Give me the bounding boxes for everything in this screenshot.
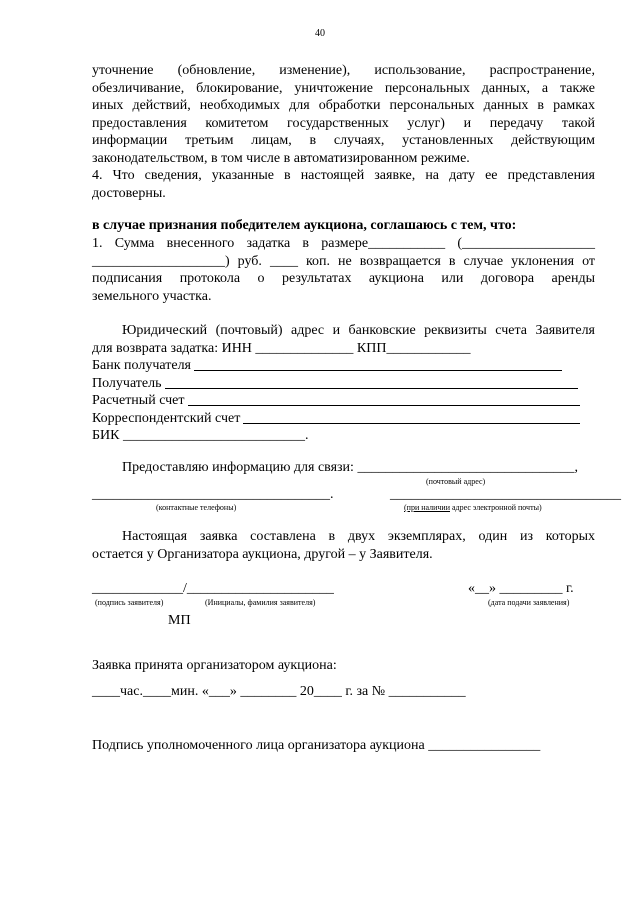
deposit-paragraph [92, 235, 595, 305]
consent-line-4: предоставления комитетом государственных услуг) и передачу такой [92, 115, 595, 131]
official-signature-line[interactable]: Подпись уполномоченного лица организатора аукциона ________________ [92, 738, 541, 753]
corr-account-underline[interactable] [243, 410, 580, 424]
accepted-time-line[interactable]: ____час.____мин. «___» ________ 20____ г. за № ___________ [92, 684, 466, 699]
bank-field[interactable] [92, 357, 562, 375]
item-4-line-2: достоверны. [92, 185, 166, 201]
consent-line-1: уточнение (обновление, изменение), использование, распространение, [92, 63, 595, 78]
stamp-mark: МП [168, 613, 191, 628]
date-caption: (дата подачи заявления) [488, 598, 570, 607]
recipient-label: Получатель [92, 375, 162, 391]
account-label: Расчетный счет [92, 393, 185, 408]
bank-label: Банк получателя [92, 358, 191, 373]
consent-line-6: законодательством, в том числе в автоматизированном режиме. [92, 150, 470, 166]
email-caption [404, 503, 542, 513]
recipient-field[interactable] [92, 375, 578, 393]
recipient-underline[interactable] [165, 375, 578, 389]
consent-line-3: иных действий, необходимых для обработки персональных данных в рамках [92, 98, 595, 113]
deposit-line-4: земельного участка. [92, 288, 212, 304]
copies-line-1: Настоящая заявка составлена в двух экземплярах, один из которых [122, 529, 595, 544]
date-line[interactable]: «__» _________ г. [468, 581, 574, 596]
corr-account-field[interactable] [92, 410, 580, 428]
deposit-line-1: 1. Сумма внесенного задатка в размере___________ (___________________ [92, 236, 595, 251]
postal-caption: (почтовый адрес) [426, 477, 486, 486]
deposit-line-2: ___________________) руб. ____ коп. не возвращается в случае уклонения от [92, 253, 595, 269]
email-caption-underlined: (при наличии [404, 503, 450, 512]
accepted-title: Заявка принята организатором аукциона: [92, 658, 337, 673]
initials-caption: (Инициалы, фамилия заявителя) [205, 598, 316, 607]
consent-line-2: обезличивание, блокирование, уничтожение персональных данных, а также [92, 80, 595, 96]
signature-line[interactable]: _____________/_____________________ [92, 581, 334, 596]
consent-paragraph [92, 62, 595, 202]
page-number: 40 [315, 28, 325, 39]
corr-account-label: Корреспондентский счет [92, 410, 241, 426]
item-4-line-1: 4. Что сведения, указанные в настоящей заявке, на дату ее представления [92, 168, 595, 183]
requisites-intro-2: для возврата задатка: ИНН ______________ КПП____________ [92, 340, 471, 356]
deposit-line-3: подписания протокола о результатах аукциона или договора аренды [92, 271, 595, 286]
phones-caption: (контактные телефоны) [156, 503, 237, 512]
requisites-intro-1: Юридический (почтовый) адрес и банковские реквизиты счета Заявителя [122, 323, 595, 338]
account-underline[interactable] [188, 392, 580, 406]
bik-field[interactable]: БИК __________________________. [92, 428, 309, 443]
contacts-intro[interactable]: Предоставляю информацию для связи: _______________________________, [122, 460, 578, 475]
bank-underline[interactable] [194, 357, 562, 371]
phones-line[interactable]: __________________________________. [92, 487, 334, 502]
copies-paragraph [92, 528, 595, 563]
winner-heading [92, 217, 595, 235]
sign-caption: (подпись заявителя) [95, 598, 164, 607]
winner-heading-text: в случае признания победителем аукциона, соглашаюсь с тем, что: [92, 218, 517, 233]
email-line[interactable]: _________________________________ [390, 487, 621, 502]
consent-line-5: информации третьим лицам, в случаях, установленных действующим [92, 133, 595, 148]
account-field[interactable] [92, 392, 580, 410]
email-caption-rest: адрес электронной почты) [450, 503, 542, 512]
copies-line-2: остается у Организатора аукциона, другой – у Заявителя. [92, 546, 433, 562]
requisites-section [92, 322, 595, 445]
